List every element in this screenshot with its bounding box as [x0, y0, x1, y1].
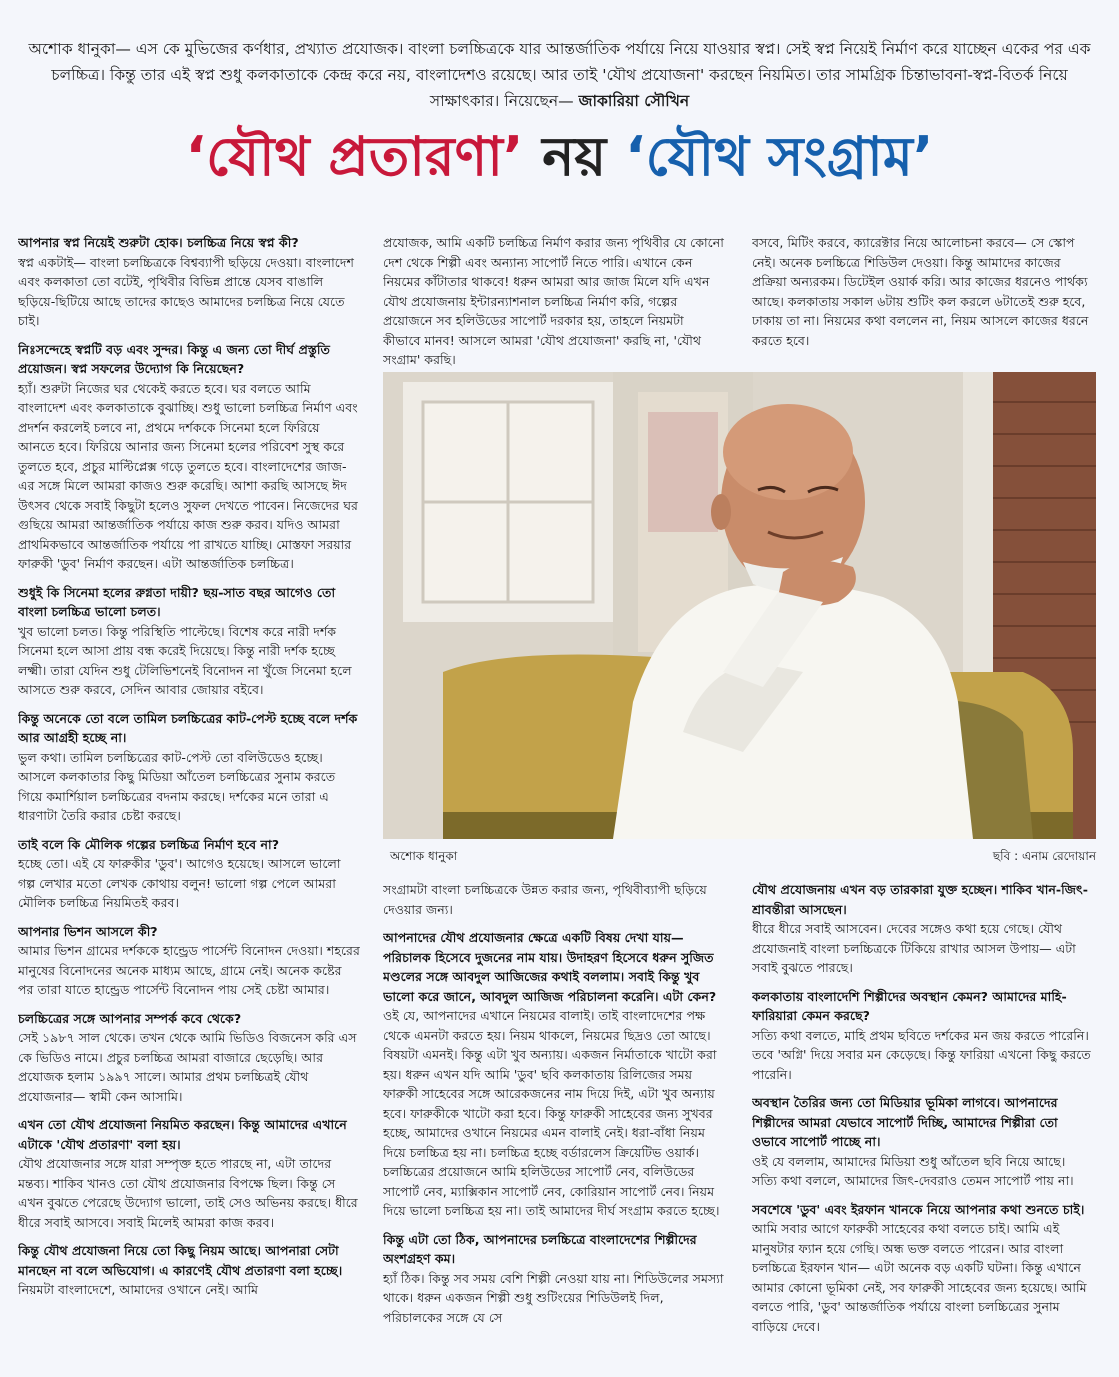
interview-question: শুধুই কি সিনেমা হলের রুগ্নতা দায়ী? ছয়-সাত বছর আগেও তো বাংলা চলচ্চিত্র ভালো চলত।: [18, 584, 336, 619]
interview-answer: আমি সবার আগে ফারুকী সাহেবের কথা বলতে চাই। আমি এই মানুষটার ফ্যান হয়ে গেছি। অন্ধ ভক্ত বলতে পারেন। আর বাংলা চলচ্চিত্রে ইরফান খান— এটা অনেক বড় একটি ঘটনা। কিন্তু এখানে আমার কোনো ভূমিকা নেই, সব ফারুকী সাহেবের জন্য হয়েছে। আমি বলতে পারি, 'ডুব' আন্তর্জাতিক পর্যায়ে বাংলা চলচ্চিত্রের সুনাম বাড়িয়ে দেবে।: [752, 1221, 1087, 1334]
interview-question: কিন্তু এটা তো ঠিক, আপনাদের চলচ্চিত্রে বাংলাদেশের শিল্পীদের অংশগ্রহণ কম।: [383, 1231, 697, 1266]
interview-question: নিঃসন্দেহে স্বপ্নটি বড় এবং সুন্দর। কিন্তু এ জন্য তো দীর্ঘ প্রস্তুতি প্রয়োজন। স্বপ্ন সফলের উদ্যোগ কি নিয়েছেন?: [18, 341, 330, 376]
interview-question: কলকাতায় বাংলাদেশি শিল্পীদের অবস্থান কেমন? আমাদের মাহি-ফারিয়ারা কেমন করছে?: [752, 988, 1067, 1023]
headline: [0, 122, 1119, 192]
interview-question: সবশেষে 'ডুব' এবং ইরফান খানকে নিয়ে আপনার কথা শুনতে চাই।: [752, 1201, 1085, 1217]
photo-credit: ছবি : এনাম রেদোয়ান: [992, 849, 1096, 863]
interview-answer: স্বপ্ন একটাই— বাংলা চলচ্চিত্রকে বিশ্বব্যাপী ছড়িয়ে দেওয়া। বাংলাদেশ এবং কলকাতা তো বটেই, পৃথিবীর বিভিন্ন প্রান্তে যেসব বাঙালি ছড়িয়ে-ছিটিয়ে আছে তাদের কাছেও আমাদের চলচ্চিত্র নিয়ে যেতে চাই।: [18, 254, 354, 328]
interview-answer: খুব ভালো চলত। কিন্তু পরিস্থিতি পাল্টেছে। বিশেষ করে নারী দর্শক সিনেমা হলে আসা প্রায় বন্ধ করেই দিয়েছে। কিন্তু নারী দর্শক হচ্ছে লক্ষ্মী। তারা যেদিন শুধু টেলিভিশনেই বিনোদন না খুঁজে সিনেমা হলে আসতে শুরু করবে, সেদিন আবার জোয়ার বইবে।: [18, 623, 352, 697]
interview-question: কিন্তু অনেকে তো বলে তামিল চলচ্চিত্রের কাট-পেস্ট হচ্ছে বলে দর্শক আর আগ্রহী হচ্ছে না।: [18, 710, 358, 745]
interview-answer: যৌথ প্রযোজনার সঙ্গে যারা সম্পৃক্ত হতে পারছে না, এটা তাদের মন্তব্য। শাকিব খানও তো যৌথ প্রযোজনার বিপক্ষে ছিল। কিন্তু সে এখন বুঝতে পেরেছে উদ্যোগ ভালো, তাই সেও অভিনয় করছে। ধীরে ধীরে সবাই আসবে। সবাই মিলেই আমরা কাজ করব।: [18, 1156, 358, 1230]
interview-answer: হ্যাঁ ঠিক। কিন্তু সব সময় বেশি শিল্পী নেওয়া যায় না। শিডিউলের সমস্যা থাকে। ধরুন একজন শিল্পী শুধু শুটিংয়ের শিডিউলই দিল, পরিচালকের সঙ্গে যে সে: [383, 1270, 724, 1325]
photo-caption: অশোক ধানুকা: [390, 849, 458, 863]
headline-part-not: নয়: [523, 125, 626, 188]
interview-answer: ওই যে বললাম, আমাদের মিডিয়া শুধু আঁতেল ছবি নিয়ে আছে। সত্যি কথা বললে, আমাদের জিৎ-দেবরাও তেমন সাপোর্ট পায় না।: [752, 1153, 1074, 1188]
column-3-bottom: [752, 880, 1094, 1373]
interview-answer: সত্যি কথা বলতে, মাহি প্রথম ছবিতে দর্শকের মন জয় করতে পারেনি। তবে 'অগ্নি' দিয়ে সবার মন কেড়েছে। কিন্তু ফারিয়া এখনো কিছু করতে পারেনি।: [752, 1027, 1091, 1082]
interview-answer: সেই ১৯৮৭ সাল থেকে। তখন থেকে আমি ভিডিও বিজনেস করি এস কে ভিডিও নামে। প্রচুর চলচ্চিত্র আমরা বাজারে ছেড়েছি। আর প্রযোজক হলাম ১৯৯৭ সালে। আমার প্রথম চলচ্চিত্রই যৌথ প্রযোজনার— স্বামী কেন আসামি।: [18, 1030, 357, 1104]
interview-answer: প্রযোজক, আমি একটি চলচ্চিত্র নির্মাণ করার জন্য পৃথিবীর যে কোনো দেশ থেকে শিল্পী এবং অন্যান্য সাপোর্ট নিতে পারি। এখানে কেন নিয়মের কাঁটাতার থাকবে! ধরুন আমরা আর জাজ মিলে যদি এখন যৌথ প্রযোজনায় ইন্টারন্যাশনাল চলচ্চিত্র নির্মাণ করি, গল্পের প্রয়োজনে সব হলিউডের সাপোর্ট দরকার হয়, তাহলে নিয়মটা কীভাবে মানব! আসলে আমরা 'যৌথ প্রযোজনা' করছি না, 'যৌথ সংগ্রাম' করছি।: [383, 235, 724, 367]
interview-question: আপনার ভিশন আসলে কী?: [18, 923, 158, 939]
intro-byline: জাকারিয়া সৌখিন: [578, 92, 690, 110]
intro-text: অশোক ধানুকা— এস কে মুভিজের কর্ণধার, প্রখ্যাত প্রযোজক। বাংলা চলচ্চিত্রকে যার আন্তর্জাতিক পর্যায়ে নিয়ে যাওয়ার স্বপ্ন। সেই স্বপ্ন নিয়েই নির্মাণ করে যাচ্ছেন একের পর এক চলচ্চিত্র। কিন্তু তার এই স্বপ্ন শুধু কলকাতাকে কেন্দ্র করে নয়, বাংলাদেশও রয়েছে। আর তাই 'যৌথ প্রযোজনা' করছেন নিয়মিত। তার সামগ্রিক চিন্তাভাবনা-স্বপ্ন-বিতর্ক নিয়ে সাক্ষাৎকার। নিয়েছেন—: [28, 40, 1091, 110]
interview-answer: আমার ভিশন গ্রামের দর্শককে হান্ড্রেড পার্সেন্ট বিনোদন দেওয়া। শহরের মানুষের বিনোদনের অনেক মাধ্যম আছে, গ্রামে নেই। অনেক কষ্টের পর তারা যাতে হান্ড্রেড পার্সেন্ট বিনোদন পায় সেই চেষ্টা আমার।: [18, 943, 360, 997]
interview-answer: নিয়মটা বাংলাদেশে, আমাদের ওখানে নেই। আমি: [18, 1282, 259, 1297]
interview-question: তাই বলে কি মৌলিক গল্পের চলচ্চিত্র নির্মাণ হবে না?: [18, 836, 280, 852]
interview-answer: সংগ্রামটা বাংলা চলচ্চিত্রকে উন্নত করার জন্য, পৃথিবীব্যাপী ছড়িয়ে দেওয়ার জন্য।: [383, 882, 707, 917]
interview-question: কিন্তু যৌথ প্রযোজনা নিয়ে তো কিছু নিয়ম আছে। আপনারা সেটা মানছেন না বলে অভিযোগ। এ কারণেই যৌথ প্রতারণা বলা হচ্ছে।: [18, 1243, 343, 1278]
interview-answer: ওই যে, আপনাদের এখানে নিয়মের বালাই। তাই বাংলাদেশের পক্ষ থেকে এমনটা করতে হয়। নিয়ম থাকলে, নিয়মের ছিদ্রও তো আছে। বিষয়টা এমনই। কিন্তু এটা খুব অন্যায়। একজন নির্মাতাকে খাটো করা হয়। ধরুন এখন যদি আমি 'ডুব' ছবি কলকাতায় রিলিজের সময় ফারুকী সাহেবের সঙ্গে আরেকজনের নাম দিয়ে দিই, এটা খুব অন্যায় হবে। ফারুকীকে খাটো করা হবে। কিন্তু ফারুকী সাহেবের জন্য সুখবর হচ্ছে, আমাদের ওখানে নিয়মের এমন বালাই নেই। ধরা-বাঁধা নিয়ম দিয়ে চলচ্চিত্র হয় না। চলচ্চিত্র হচ্ছে বর্ডারলেস ক্রিয়েটিভ ওয়ার্ক। চলচ্চিত্রের প্রয়োজনে আমি হলিউডের সাপোর্ট নেব, বলিউডের সাপোর্ট নেব, ম্যাক্সিকান সাপোর্ট নেব, কোরিয়ান সাপোর্ট নেব। নিয়ম দিয়ে ভালো চলচ্চিত্র হয় না। তাই আমাদের দীর্ঘ সংগ্রাম করতে হচ্ছে।: [383, 1008, 720, 1218]
intro-paragraph: [18, 36, 1101, 114]
column-3-top: [752, 233, 1094, 368]
headline-part-struggle: ‘যৌথ সংগ্রাম’: [625, 125, 934, 188]
column-1: [18, 233, 360, 1373]
interview-question: এখন তো যৌথ প্রযোজনা নিয়মিত করছেন। কিন্তু আমাদের এখানে এটাকে 'যৌথ প্রতারণা' বলা হয়।: [18, 1117, 347, 1152]
portrait-photo: [383, 372, 1096, 839]
interview-answer: ভুল কথা। তামিল চলচ্চিত্রের কাট-পেস্ট তো বলিউডেও হচ্ছে। আসলে কলকাতার কিছু মিডিয়া আঁতেল চলচ্চিত্রের সুনাম করতে গিয়ে কমার্শিয়াল চলচ্চিত্রের বদনাম করছে। দর্শকের মনে তারা এ ধারণাটা তৈরি করার চেষ্টা করছে।: [18, 749, 336, 823]
interview-question: যৌথ প্রযোজনায় এখন বড় তারকারা যুক্ত হচ্ছেন। শাকিব খান-জিৎ-শ্রাবন্তীরা আসছেন।: [752, 882, 1088, 917]
interview-answer: হ্যাঁ। শুরুটা নিজের ঘর থেকেই করতে হবে। ঘর বলতে আমি বাংলাদেশ এবং কলকাতাকে বুঝাচ্ছি। শুধু ভালো চলচ্চিত্র নির্মাণ এবং প্রদর্শন করলেই চলবে না, প্রথমে দর্শককে সিনেমা হলে ফিরিয়ে আনতে হবে। ফিরিয়ে আনার জন্য সিনেমা হলের পরিবেশ সুস্থ করে তুলতে হবে, প্রচুর মাল্টিপ্লেক্স গড়ে তুলতে হবে। বাংলাদেশের জাজ-এর সঙ্গে মিলে আমরা কাজও শুরু করেছি। আশা করছি আসছে ঈদ উৎসব থেকে সবাই কিছুটা হলেও সুফল দেখতে পাবেন। নিজেদের ঘর গুছিয়ে আমরা আন্তর্জাতিক পর্যায়ে কাজ শুরু করব। যদিও আমরা প্রাথমিকভাবে আন্তর্জাতিক পর্যায়ে পা রাখতে যাচ্ছি। মোস্তফা সরয়ার ফারুকী 'ডুব' নির্মাণ করছেন। এটা আন্তর্জাতিক চলচ্চিত্র।: [18, 380, 358, 571]
interview-question: আপনার স্বপ্ন নিয়েই শুরুটা হোক। চলচ্চিত্র নিয়ে স্বপ্ন কী?: [18, 235, 299, 250]
headline-part-fraud: ‘যৌথ প্রতারণা’: [185, 125, 524, 188]
interview-answer: বসবে, মিটিং করবে, ক্যারেক্টার নিয়ে আলোচনা করবে— সে স্কোপ নেই। অনেক চলচ্চিত্রে শিডিউল দেওয়া। কিন্তু আমাদের কাজের প্রক্রিয়া অন্যরকম। ডিটেইল ওয়ার্ক করি। আর কাজের ধরনেও পার্থক্য আছে। কলকাতায় সকাল ৬টায় শুটিং কল করলে ৬টাতেই শুরু হবে, ঢাকায় তা না। নিয়মের কথা বললেন না, নিয়ম আসলে কাজের ধরনে করতে হবে।: [752, 235, 1089, 348]
interview-answer: হচ্ছে তো। এই যে ফারুকীর 'ডুব'। আগেও হয়েছে। আসলে ভালো গল্প লেখার মতো লেখক কোথায় বলুন! ভালো গল্প পেলে আমরা মৌলিক চলচ্চিত্র নিয়মিতই করব।: [18, 856, 341, 910]
interview-question: আপনাদের যৌথ প্রযোজনার ক্ষেত্রে একটি বিষয় দেখা যায়— পরিচালক হিসেবে দুজনের নাম যায়। উদাহরণ হিসেবে ধরুন সুজিত মণ্ডলের সঙ্গে আবদুল আজিজের কথাই বললাম। সবাই কিন্তু খুব ভালো করে জানে, আবদুল আজিজ পরিচালনা করেনি। এটা কেন?: [383, 930, 717, 1004]
column-2-bottom: [383, 880, 725, 1373]
column-2-top: [383, 233, 725, 368]
interview-question: চলচ্চিত্রের সঙ্গে আপনার সম্পর্ক কবে থেকে?: [18, 1010, 242, 1026]
interview-answer: ধীরে ধীরে সবাই আসবেন। দেবের সঙ্গেও কথা হয়ে গেছে। যৌথ প্রযোজনাই বাংলা চলচ্চিত্রকে টিকিয়ে রাখার আসল উপায়— এটা সবাই বুঝতে পারছে।: [752, 921, 1076, 975]
interview-question: অবস্থান তৈরির জন্য তো মিডিয়ার ভূমিকা লাগবে। আপনাদের শিল্পীদের আমরা যেভাবে সাপোর্ট দিচ্ছি, আমাদের শিল্পীরা তো ওভাবে সাপোর্ট পাচ্ছে না।: [752, 1095, 1058, 1149]
